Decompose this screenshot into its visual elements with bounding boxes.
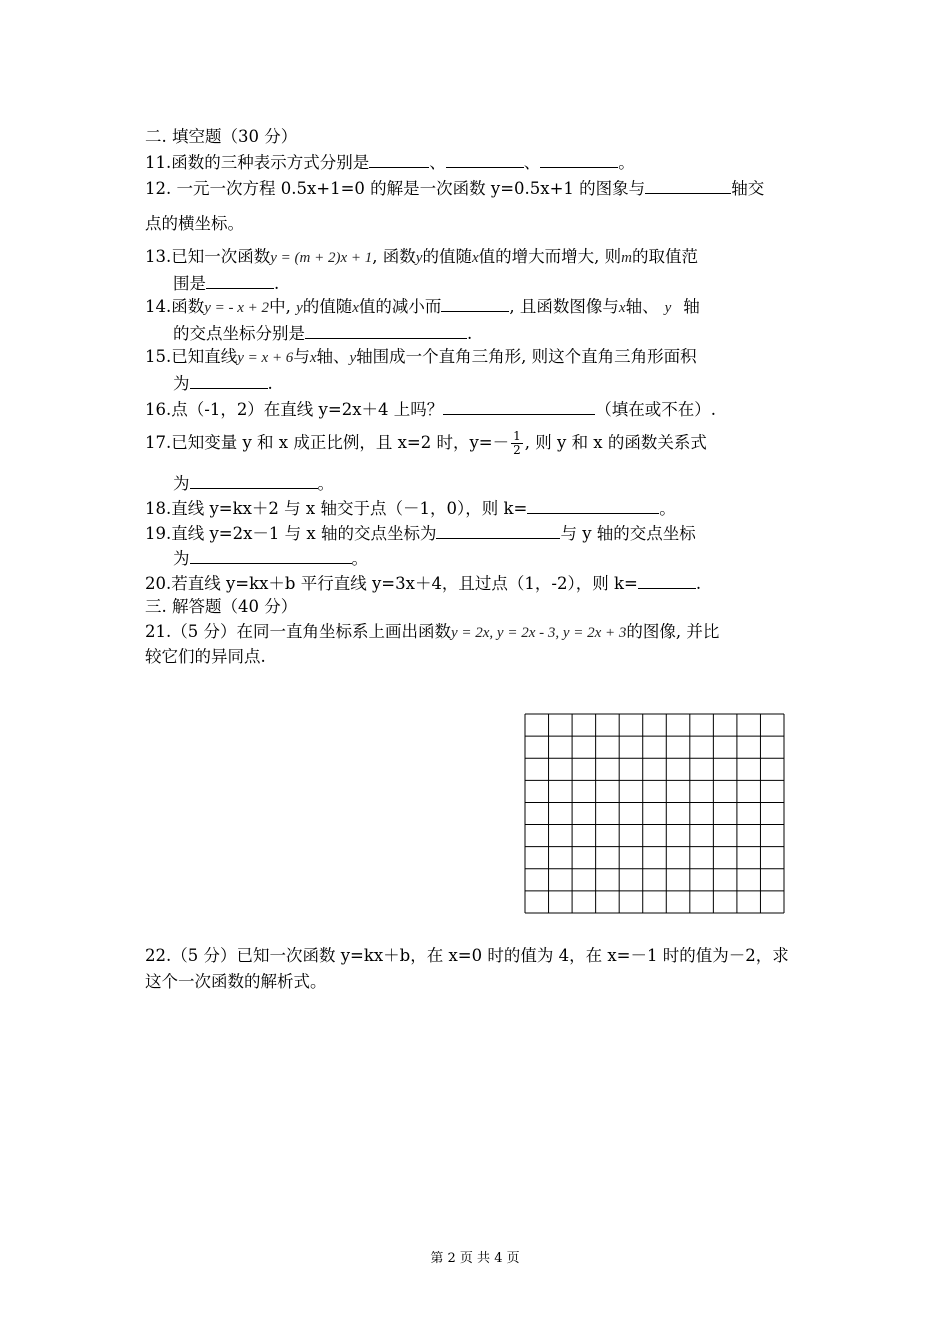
answer-blank[interactable]	[206, 272, 274, 289]
question-12: 12. 一元一次方程 0.5x+1=0 的解是一次函数 y=0.5x+1 的图象与 轴交	[145, 179, 765, 198]
answer-blank[interactable]	[190, 372, 268, 389]
question-22-line2: 这个一次函数的解析式。	[145, 972, 327, 991]
math-expression: y = 2x, y = 2x - 3, y = 2x + 3	[450, 625, 627, 641]
answer-blank[interactable]	[305, 322, 467, 339]
question-13-line2: 围是 .	[173, 274, 280, 293]
coordinate-grid[interactable]	[524, 713, 785, 914]
math-expression: y = - x + 2	[204, 300, 270, 316]
answer-blank[interactable]	[443, 398, 595, 415]
question-20: 20.若直线 y=kx＋b 平行直线 y=3x＋4，且过点（1，-2），则 k= .	[145, 574, 702, 593]
answer-blank[interactable]	[638, 572, 696, 589]
question-17: 17.已知变量 y 和 x 成正比例，且 x=2 时，y=－ $\frac{1}{2}$ , 则 y 和 x 的函数关系式	[145, 429, 707, 457]
section-heading-answer: 三. 解答题（40 分）	[145, 597, 298, 616]
page-footer: 第 2 页 共 4 页	[430, 1251, 520, 1266]
answer-blank[interactable]	[441, 295, 509, 312]
answer-blank[interactable]	[540, 151, 618, 168]
answer-blank[interactable]	[369, 151, 429, 168]
math-expression: y = (m + 2)x + 1	[270, 250, 373, 266]
fraction: $\frac{1}{2}$	[513, 429, 521, 457]
question-15: 15.已知直线y = x + 6与x轴、y轴围成一个直角三角形, 则这个直角三角形面积	[145, 347, 697, 366]
section-heading-fill-blank: 二. 填空题（30 分）	[145, 127, 298, 146]
question-14: 14.函数y = - x + 2中, y的值随x值的减小而 , 且函数图像与x轴、 y 轴	[145, 297, 700, 316]
answer-blank[interactable]	[527, 497, 659, 514]
question-22: 22.（5 分）已知一次函数 y=kx＋b，在 x=0 时的值为 4，在 x=－1 时的值为－2，求	[145, 946, 789, 965]
question-21: 21.（5 分）在同一直角坐标系上画出函数y = 2x, y = 2x - 3, y = 2x + 3的图像, 并比	[145, 622, 720, 641]
answer-blank[interactable]	[446, 151, 524, 168]
math-expression: y = x + 6	[237, 350, 294, 366]
answer-blank[interactable]	[436, 522, 560, 539]
question-15-line2: 为 .	[173, 374, 273, 393]
question-14-line2: 的交点坐标分别是 .	[173, 324, 473, 343]
question-16: 16.点（-1，2）在直线 y=2x＋4 上吗？ （填在或不在）.	[145, 400, 716, 419]
question-12-line2: 点的横坐标。	[145, 214, 244, 233]
question-11: 11.函数的三种表示方式分别是 、 、 。	[145, 153, 635, 172]
answer-blank[interactable]	[190, 547, 352, 564]
question-13: 13.已知一次函数y = (m + 2)x + 1, 函数y的值随x值的增大而增大, 则m的取值范	[145, 247, 698, 266]
answer-blank[interactable]	[190, 472, 318, 489]
question-19: 19.直线 y=2x－1 与 x 轴的交点坐标为 与 y 轴的交点坐标	[145, 524, 696, 543]
answer-blank[interactable]	[645, 177, 731, 194]
question-17-line2: 为 。	[173, 474, 334, 493]
question-18: 18.直线 y=kx＋2 与 x 轴交于点（－1，0），则 k= 。	[145, 499, 676, 518]
question-21-line2: 较它们的异同点.	[145, 647, 266, 666]
question-19-line2: 为 。	[173, 549, 368, 568]
